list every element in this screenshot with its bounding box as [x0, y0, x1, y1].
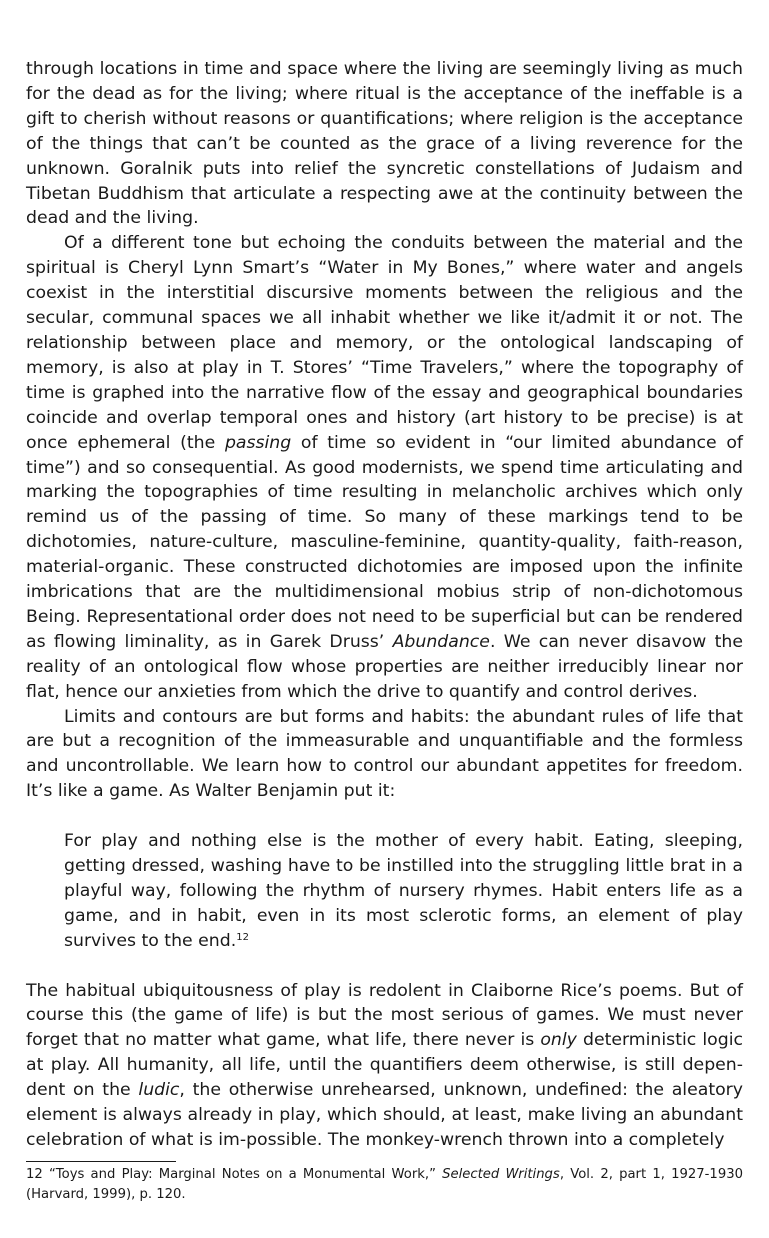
- text-run: , Vol. 2, part 1, 1927-1930 (Harvard, 1999), p. 120.: [26, 1167, 743, 1202]
- text-run: The habitual ubiquitousness of play is redolent in Claiborne Rice’s poems. But of course this (the game of life) is but the most serious of games. We must never forget that no matter what game, what life, there never is: [26, 980, 743, 1051]
- text-run: Of a different tone but echoing the conduits between the material and the spiritual is Cheryl Lynn Smart’s “Water in My Bones,” where water and angels coexist in the interstitial discursive moments between the religious and the secular, communal spaces we all inhabit whether we like it/admit it or not. The relationship between place and memory, or the ontological landscaping of memory, is also at play in T. Stores’ “Time Travelers,” where the topography of time is graphed into the narrative flow of the essay and geographical boundaries coincide and overlap temporal ones and history (art history to be precise) is at once ephemeral (the: [26, 233, 743, 453]
- text-run: For play and nothing else is the mother of every habit. Eating, sleeping, getting dressed, washing have to be instilled into the struggling little brat in a playful way, following the rhythm of nursery rhymes. Habit enters life as a game, and in habit, even in its most sclerotic forms, an element of play survives to the end.: [64, 831, 743, 951]
- paragraph: [26, 231, 743, 704]
- text-run: Limits and contours are but forms and habits: the abundant rules of life that are but a recognition of the immeasurable and unquantifiable and the formless and uncontrollable. We learn how to control our abundant appetites for freedom. It’s like a game. As Walter Benjamin put it:: [26, 706, 743, 802]
- italic-run: Selected Writings: [442, 1167, 560, 1182]
- italic-run: ludic: [138, 1080, 180, 1101]
- text-run: deterministic logic at play. All humanity, all life, until the quantifiers deem otherwise, is still dependent on the: [26, 1030, 743, 1101]
- paragraph: [26, 705, 743, 805]
- italic-run: Abundance: [392, 631, 490, 652]
- footnote-divider: [26, 1161, 176, 1162]
- footnote-marker: 12: [236, 931, 249, 943]
- body-text: [26, 57, 743, 1153]
- italic-run: passing: [224, 432, 292, 453]
- paragraph: [26, 979, 743, 1153]
- text-run: through locations in time and space where the living are seemingly living as much for the dead as for the living; where ritual is the acceptance of the ineffable is a gift to cherish without reasons or quantifications; where religion is the acceptance of the things that can’t be counted as the grace of a living reverence for the unknown. Goralnik puts into relief the syncretic constellations of Judaism and Tibetan Buddhism that articulate a respecting awe at the continuity between the dead and the living.: [26, 59, 743, 229]
- text-run: of time so evident in “our limited abundance of time”) and so consequential. As good modernists, we spend time articulating and marking the topographies of time resulting in melancholic archives which only remind us of the passing of time. So many of these markings tend to be dichotomies, nature-culture, masculine-feminine, quantity-quality, faith-reason, material-organic. These constructed dichotomies are imposed upon the infinite imbrications that are the multidimensional mobius strip of non-dichotomous Being. Representational order does not need to be superficial but can be rendered as flowing liminality, as in Garek Druss’: [26, 432, 744, 652]
- text-run: , the otherwise unrehearsed, unknown, undefined: the aleatory element is always already in play, which should, at least, make living an abundant celebration of what is im-possible. The monkey-wrench thrown into a completely: [26, 1080, 744, 1150]
- footnote: [26, 1165, 743, 1205]
- text-run: 12 “Toys and Play: Marginal Notes on a Monumental Work,”: [26, 1167, 443, 1182]
- paragraph: [26, 57, 743, 231]
- block-quote: [64, 829, 743, 954]
- text-run: . We can never disavow the reality of an ontological flow whose properties are neither irreducibly linear nor flat, hence our anxieties from which the drive to quantify and control derives.: [26, 631, 743, 702]
- italic-run: only: [540, 1030, 577, 1051]
